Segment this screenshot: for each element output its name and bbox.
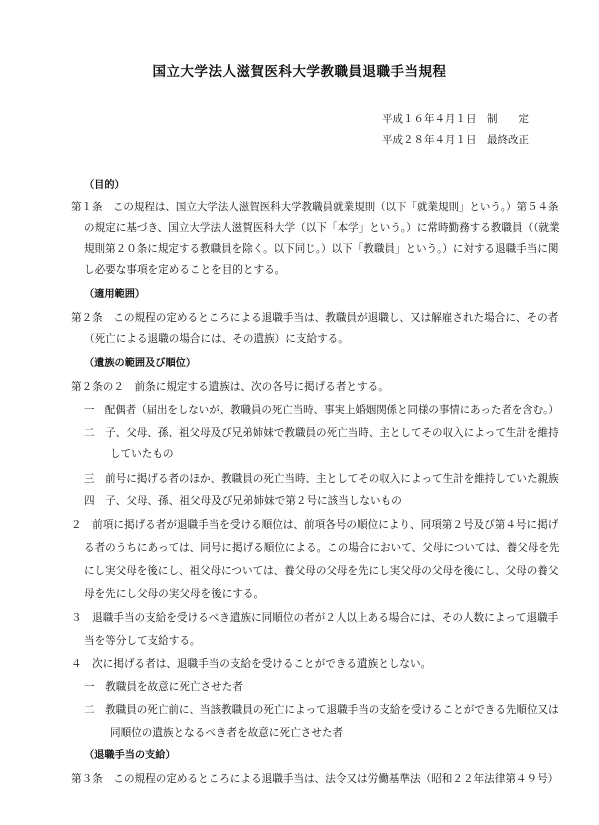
article-2-line-1: 第２条 この規程の定めるところによる退職手当は、教職員が退職し、又は解雇された場合に、その者 [71,312,559,324]
article-1-line-1: 第１条 この規程は、国立大学法人滋賀医科大学教職員就業規則（以下「就業規則」という。）第５４条 [71,201,559,213]
article-1-line-3: 規則第２０条に規定する教職員を除く。以下同じ。）以下「教職員」という。）に対する退職手当に関 [84,243,559,255]
heading-bereaved-scope: （遺族の範囲及び順位） [84,358,197,369]
heading-scope: （適用範囲） [84,289,146,300]
item-2-line-1: 二 子、父母、孫、祖父母及び兄弟姉妹で教職員の死亡当時、主としてその収入によって生計を維持 [84,427,559,439]
paragraph-3-line-2: 当を等分して支給する。 [84,635,201,647]
article-1-line-2: の規定に基づき、国立大学法人滋賀医科大学（以下「本学」という。）に常時勤務する教職員（（就業 [84,222,560,234]
enacted-date: 平成１６年４月１日 制 定 [382,113,529,125]
paragraph-4-item-2-line-2: 同順位の遺族となるべき者を故意に死亡させた者 [110,727,344,739]
paragraph-2-line-4: 母を先にし父母の実父母を後にする。 [84,588,265,600]
article-3-line-1: 第３条 この規程の定めるところによる退職手当は、法令又は労働基準法（昭和２２年法律第４９号） [71,773,559,785]
item-1: 一 配偶者（届出をしないが、教職員の死亡当時、事実上婚姻関係と同様の事情にあった者を含む。） [84,404,559,416]
document-title: 国立大学法人滋賀医科大学教職員退職手当規程 [152,64,447,80]
item-2-line-2: していたもの [110,448,174,460]
paragraph-2-line-3: にし実父母を後にし、祖父母については、養父母の父母を先にし実父母の父母を後にし、父母の養父 [84,565,559,577]
article-1-line-4: し必要な事項を定めることを目的とする。 [84,264,286,276]
paragraph-4-line-1: ４ 次に掲げる者は、退職手当の支給を受けることができる遺族としない。 [71,658,432,670]
paragraph-4-item-2-line-1: 二 教職員の死亡前に、当該教職員の死亡によって退職手当の支給を受けることができる先順位又は [84,704,559,716]
item-4: 四 子、父母、孫、祖父母及び兄弟姉妹で第２号に該当しないもの [84,495,402,507]
item-3: 三 前号に掲げる者のほか、教職員の死亡当時、主としてその収入によって生計を維持していた親族 [84,473,559,485]
heading-purpose: （目的） [84,180,125,191]
article-2-2-line-1: 第２条の２ 前条に規定する遺族は、次の各号に掲げる者とする。 [71,381,389,393]
heading-payment: （退職手当の支給） [84,750,176,761]
paragraph-3-line-1: ３ 退職手当の支給を受けるべき遺族に同順位の者が２人以上ある場合には、その人数によって退職手 [71,612,559,624]
article-2-line-2: （死亡による退職の場合には、その遺族）に支給する。 [84,333,349,345]
paragraph-4-item-1: 一 教職員を故意に死亡させた者 [84,681,243,693]
paragraph-2-line-2: る者のうちにあっては、同号に掲げる順位による。この場合において、父母については、養父母を先 [84,542,560,554]
paragraph-2-line-1: ２ 前項に掲げる者が退職手当を受ける順位は、前項各号の順位により、同項第２号及び第４号に掲げ [71,519,559,531]
last-revised-date: 平成２８年４月１日 最終改正 [382,134,529,146]
